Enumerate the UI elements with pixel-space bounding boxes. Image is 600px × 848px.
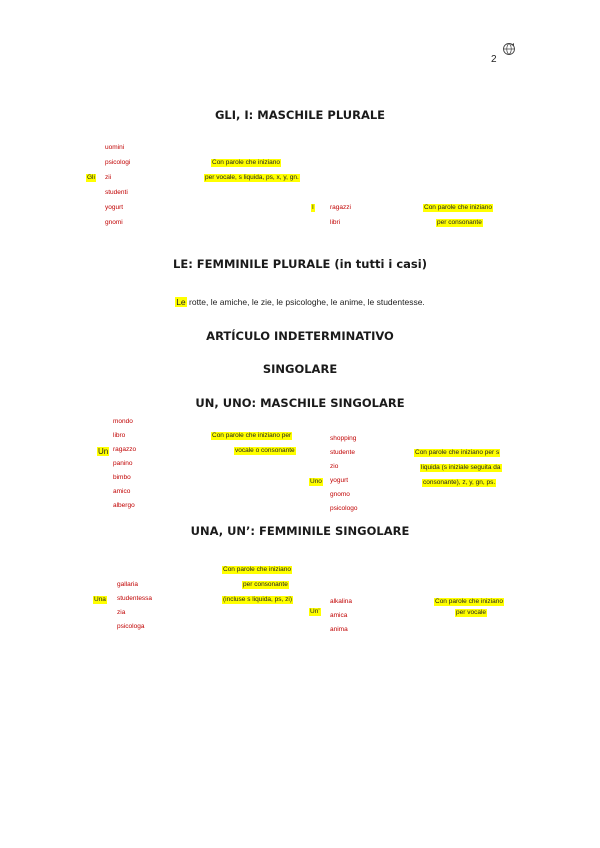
una-note-line2: per consonante (243, 581, 288, 588)
i-word-list (330, 204, 351, 234)
article-un: Un (98, 447, 109, 456)
un-apostrophe-word-list (330, 598, 352, 640)
section-title-le: LE: FEMMINILE PLURALE (in tutti i casi) (173, 257, 427, 271)
uno-note-line2: liquida (s iniziale seguita da (421, 464, 501, 471)
una-note-line3: (incluse s liquida, ps, zi) (223, 596, 292, 603)
article-una: Una (94, 596, 106, 603)
list-item: panino (113, 460, 133, 467)
list-item: alkalina (330, 598, 353, 605)
article-gli: Gli (87, 174, 95, 181)
list-item: studente (330, 449, 355, 456)
list-item: bimbo (113, 474, 131, 481)
list-item: gnomo (330, 491, 350, 498)
list-item: psicologo (330, 505, 358, 512)
list-item: albergo (113, 502, 135, 509)
section-title-indeterminativo: ARTÍCULO INDETERMINATIVO (206, 329, 394, 343)
un-word-list (113, 418, 136, 516)
section-title-gli: GLI, I: MASCHILE PLURALE (214, 108, 386, 122)
article-un-apostrophe: Un’ (310, 608, 320, 615)
una-note-line1: Con parole che iniziano (223, 566, 291, 573)
list-item: studenti (105, 189, 128, 196)
list-item: studentessa (117, 595, 153, 602)
le-article: Le (176, 297, 186, 307)
list-item: ragazzi (330, 204, 351, 211)
section-subtitle-singolare: SINGOLARE (262, 362, 338, 376)
uno-note-line3: consonante), z, y, gn, ps. (423, 479, 496, 486)
gli-word-list (105, 144, 130, 234)
list-item: psicologa (117, 623, 145, 630)
page-number: 2 (491, 54, 497, 65)
article-i: I (312, 204, 314, 211)
list-item: amico (113, 488, 131, 495)
uno-word-list (330, 435, 357, 519)
list-item: yogurt (105, 204, 124, 211)
list-item: zio (330, 463, 339, 470)
i-note-line1: Con parole che iniziano (424, 204, 492, 211)
globe-icon (502, 42, 516, 61)
list-item: mondo (113, 418, 133, 425)
list-item: zia (117, 609, 126, 616)
article-uno: Uno (310, 478, 322, 485)
una-word-list (117, 581, 152, 637)
list-item: psicologi (105, 159, 131, 166)
list-item: gallaria (117, 581, 138, 588)
list-item: anima (330, 626, 348, 633)
list-item: zii (105, 174, 112, 181)
list-item: yogurt (330, 477, 349, 484)
gli-note-line1: Con parole che iniziano (212, 159, 280, 166)
list-item: uomini (105, 144, 125, 151)
list-item: gnomi (105, 219, 123, 226)
list-item: libro (113, 432, 126, 439)
un-note-line1: Con parole che iniziano per (212, 432, 292, 439)
section-title-una: UNA, UN’: FEMMINILE SINGOLARE (190, 524, 410, 538)
un-note-line2: vocale o consonante (235, 447, 295, 454)
list-item: shopping (330, 435, 357, 442)
gli-note-line2: per vocale, s liquida, ps, x, y, gn. (205, 174, 299, 181)
list-item: libri (330, 219, 341, 226)
section-title-un: UN, UNO: MASCHILE SINGOLARE (195, 396, 405, 410)
le-sentence-text: rotte, le amiche, le zie, le psicologhe, le anime, le studentesse. (186, 297, 425, 307)
i-note-line2: per consonante (437, 219, 482, 226)
list-item: amica (330, 612, 348, 619)
uno-note-line1: Con parole che iniziano per s (415, 449, 500, 456)
list-item: ragazzo (113, 446, 137, 453)
un-apostrophe-note-line2: per vocale (456, 609, 486, 616)
le-example-sentence (0, 297, 600, 307)
un-apostrophe-note-line1: Con parole che iniziano (435, 598, 503, 605)
